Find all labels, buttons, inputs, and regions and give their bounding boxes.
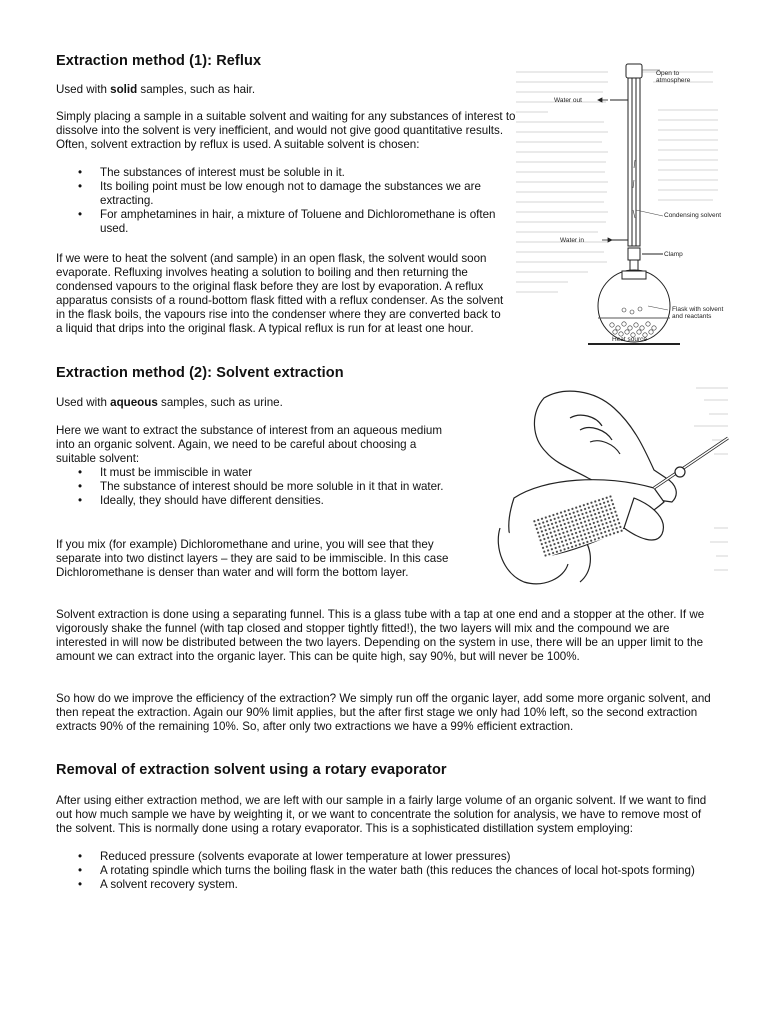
list-item: • It must be immiscible in water: [78, 466, 478, 480]
list-item: • Its boiling point must be low enough not to damage the substances we are extracting.: [78, 180, 504, 208]
list-item: • Ideally, they should have different densities.: [78, 494, 478, 508]
section-heading-reflux: Extraction method (1): Reflux: [56, 53, 262, 69]
list-item: • The substances of interest must be soluble in it.: [78, 166, 504, 180]
label-flask: Flask with solvent and reactants: [672, 306, 724, 320]
solvent-paragraph-4: So how do we improve the efficiency of the extraction? We simply run off the organic layer, add some more organic solvent, and then repeat the extraction. Again our 90% limit applies, but the after first stage we only had 10% left, so the second extraction extracts 90% of the remaining 10%. So, after only two extractions we have a 99% efficient extraction.: [56, 692, 711, 733]
solvent-used-with: Used with aqueous samples, such as urine.: [56, 396, 283, 409]
solvent-paragraph-3: Solvent extraction is done using a separating funnel. This is a glass tube with a tap at one end and a stopper at the other. If we vigorously shake the funnel (with tap closed and stopper tightly fitted!), the two layers will mix and the compound we are interested in will now be distributed between the two layers. Depending on the system in use, there will be an upper limit to the amount we can extract into the organic layer. This can be quite high, say 90%, but will never be 100%.: [56, 608, 705, 663]
solvent-bullet-list: [78, 466, 478, 508]
label-water-in: Water in: [560, 237, 584, 244]
label-open-to-atmosphere: Open to atmosphere: [656, 70, 691, 84]
list-item: • A solvent recovery system.: [78, 878, 718, 892]
rotary-paragraph-1: After using either extraction method, we are left with our sample in a fairly large volume of an organic solvent. If we want to find out how much sample we have by weighting it, or we want to concentrate the solution for analysis, we have to remove most of the solvent. This is normally done using a rotary evaporator. This is a sophisticated distillation system employing:: [56, 794, 707, 835]
reflux-paragraph-1: Simply placing a sample in a suitable solvent and waiting for any substances of interest to dissolve into the solvent is very inefficient, and would not give good quantitative results. Often, solvent extraction by reflux is used. A suitable solvent is chosen:: [56, 110, 516, 151]
solvent-paragraph-1: Here we want to extract the substance of interest from an aqueous medium into an organic solvent. Again, we need to be careful about choosing a suitable solvent:: [56, 424, 443, 465]
reflux-paragraph-2: If we were to heat the solvent (and sample) in an open flask, the solvent would soon evaporate. Refluxing involves heating a solution to boiling and then returning the condensed vapours to the original flask before they are lost by evaporation. A reflux apparatus consists of a round-bottom flask fitted with a reflux condenser. As the solvent in the flask boils, the vapours rise into the condenser where they are converted back to a liquid that drips into the original flask. A typical reflux is run for at least one hour.: [56, 252, 504, 335]
label-heat-source: Heat source: [612, 336, 648, 343]
solvent-paragraph-2: If you mix (for example) Dichloromethane and urine, you will see that they separate into two distinct layers – they are said to be immiscible. In this case Dichloromethane is denser than water and will form the bottom layer.: [56, 538, 449, 579]
section-heading-rotary-evaporator: Removal of extraction solvent using a rotary evaporator: [56, 762, 447, 778]
list-item: • A rotating spindle which turns the boiling flask in the water bath (this reduces the chances of local hot-spots forming): [78, 864, 718, 878]
reflux-used-with: Used with solid samples, such as hair.: [56, 83, 256, 96]
label-condensing-solvent: Condensing solvent: [664, 212, 722, 219]
label-water-out: Water out: [554, 97, 582, 104]
separating-funnel-figure: [484, 378, 732, 592]
section-heading-solvent-extraction: Extraction method (2): Solvent extraction: [56, 365, 344, 381]
rotary-bullet-list: [78, 850, 718, 892]
list-item: • Reduced pressure (solvents evaporate at lower temperature at lower pressures): [78, 850, 718, 864]
reflux-apparatus-figure: [508, 60, 732, 354]
reflux-bullet-list: [78, 166, 504, 236]
label-clamp: Clamp: [664, 251, 683, 258]
list-item: • For amphetamines in hair, a mixture of Toluene and Dichloromethane is often used.: [78, 208, 504, 236]
list-item: • The substance of interest should be more soluble in it that in water.: [78, 480, 478, 494]
hands-shaking-funnel-illustration: [484, 378, 732, 592]
